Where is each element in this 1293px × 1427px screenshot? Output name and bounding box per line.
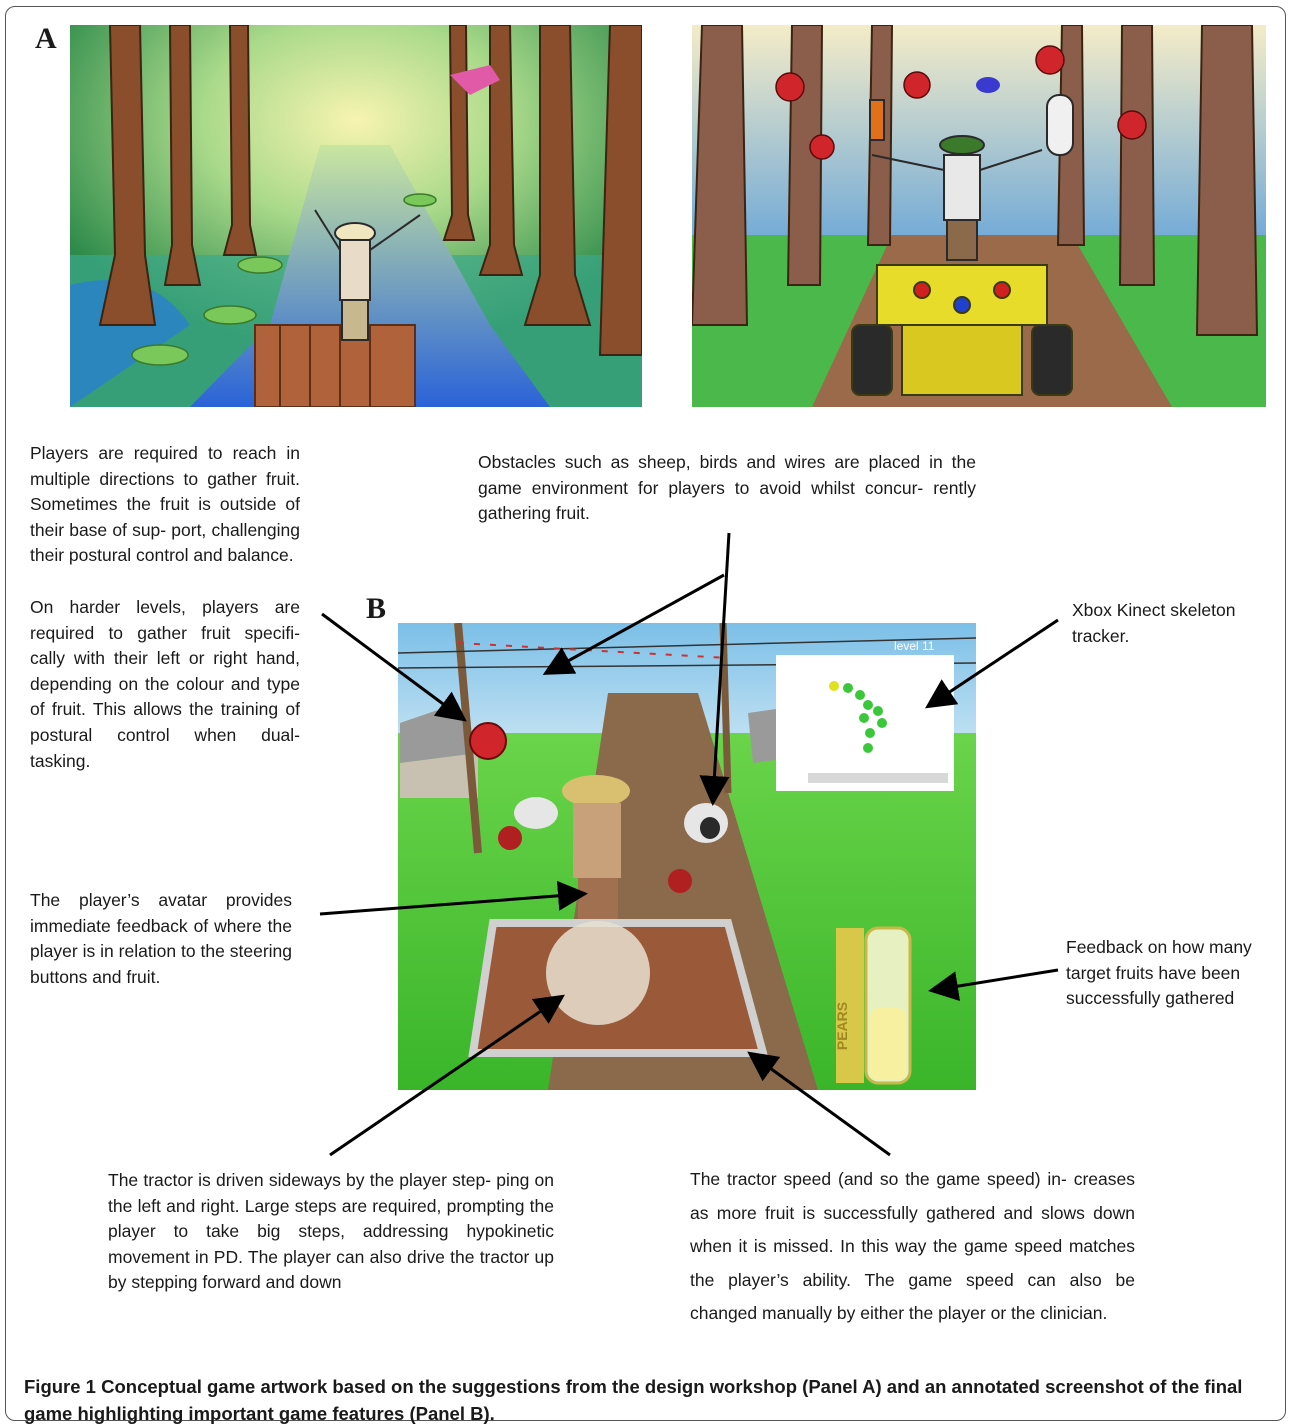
arrow-to-platform — [330, 998, 560, 1155]
arrow-to-wire — [548, 575, 724, 672]
annotation-tractor-speed: The tractor speed (and so the game speed) in- creases as more fruit is successfully gathered and slows down when it is missed. In this way the game speed matches the player’s ability. The game speed can also be changed manually by either the player or the clinician. — [690, 1169, 1135, 1324]
annotation-obstacles: Obstacles such as sheep, birds and wires are placed in the game environment for players to avoid whilst concur- rently gathering fruit. — [478, 452, 976, 524]
annotation-harder-levels: On harder levels, players are required to gather fruit specifi- cally with their left or right hand, depending on the colour and type of fruit. This allows the training of postural control when dual-tasking. — [30, 597, 300, 771]
panel-b-label: B — [366, 592, 387, 625]
arrow-to-avatar — [320, 894, 582, 914]
arrow-to-kinect — [930, 620, 1058, 705]
arrow-to-apple — [322, 614, 462, 718]
figure-caption — [24, 1373, 1274, 1427]
level-indicator: level 11 — [894, 639, 935, 653]
figure-caption-text: Conceptual game artwork based on the suggestions from the design workshop (Panel A) and an annotated screenshot of the final game highlighting important game features (Panel B). — [24, 1376, 1243, 1424]
panel-a-label: A — [35, 22, 57, 55]
annotation-avatar: The player’s avatar provides immediate feedback of where the player is in relation to the steering buttons and fruit. — [30, 890, 292, 987]
figure-number: Figure 1 — [24, 1376, 96, 1397]
arrow-to-wheels — [752, 1055, 890, 1155]
arrow-to-meter — [934, 970, 1058, 990]
arrow-to-sheep — [713, 533, 729, 800]
annotation-kinect: Xbox Kinect skeleton tracker. — [1072, 600, 1236, 646]
annotation-tractor-steps: The tractor is driven sideways by the player step- ping on the left and right. Large steps are required, prompting the player to take big steps, addressing hypokinetic movement in PD. The player can also drive the tractor up by stepping forward and down — [108, 1170, 554, 1293]
fruit-meter-label: PEARS — [834, 1001, 851, 1051]
annotation-feedback: Feedback on how many target fruits have been successfully gathered — [1066, 937, 1252, 1009]
annotation-reach: Players are required to reach in multiple directions to gather fruit. Sometimes the fruit is outside of their base of sup- port, challenging their postural control and balance. — [30, 443, 300, 566]
